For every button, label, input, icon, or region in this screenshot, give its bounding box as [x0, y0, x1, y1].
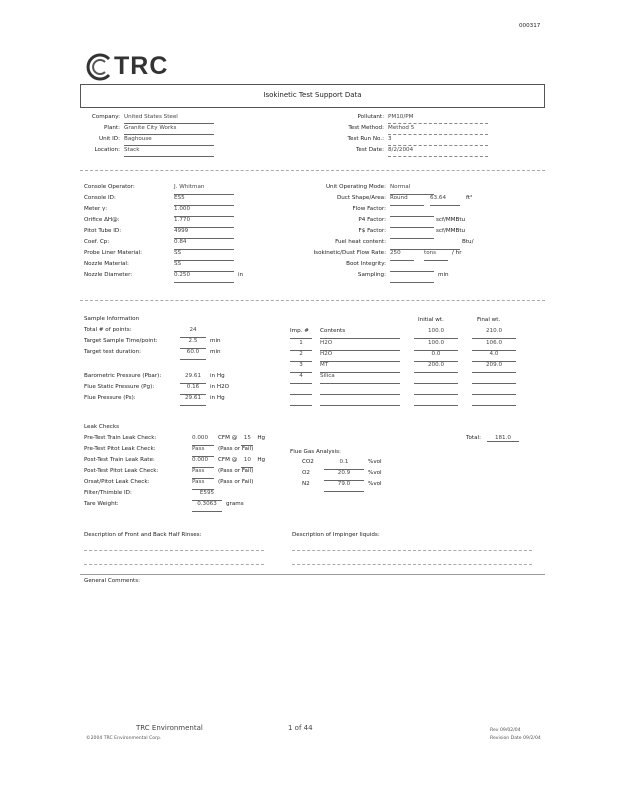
static-value: 0.16	[180, 384, 206, 395]
desc-right-label: Description of Impinger liquids:	[292, 532, 380, 538]
fluegas-label: Flue Gas Analysis:	[290, 449, 341, 455]
impinger-total: Total: 181.0	[466, 435, 519, 442]
test-method-value: Method 5	[388, 125, 488, 135]
trc-logo-icon	[84, 53, 114, 81]
leak-rows: Pre-Test Train Leak Check: 0.000 CFM @ 15 Hg Pre-Test Pitot Leak Check: Pass (Pass or Fail) Post-Test Train Leak Rate: 0.000 CFM @ 10 Hg Post-Test Pitot Leak Check: Pass (Pass or Fail) Orsat/Pitot Leak Check: Pass (Pass or Fail) Filter/Thimble ID: E595 Tare Weight: 0.3063 grams	[84, 435, 265, 512]
leak-section-label: Leak Checks	[84, 424, 120, 430]
equipment-left: Console Operator: J. Whitman Console ID: ES5 Meter γ: 1.000 Orifice ΔH@: 1.770 Pitot Tube ID: 4999 Coef. Cp: 0.84 Probe Liner Material: SS Nozzle Material: SS Nozzle Diameter: 0.250 in	[84, 184, 243, 283]
filter-id-value: E595	[192, 490, 222, 501]
desc-left-label: Description of Front and Back Half Rinses:	[84, 532, 202, 538]
header-label: Test Date:	[355, 147, 384, 153]
nozzle-diameter-value: 0.250	[174, 272, 234, 283]
sample-rows: Total # of points: 24 Target Sample Time/point: 2.5 min Target test duration: 60.0 min	[84, 327, 221, 360]
table-row: 2 H2O 0.0 4.0	[290, 351, 526, 362]
rule	[84, 550, 264, 551]
meter-gamma-value: 1.000	[174, 206, 234, 217]
general-comments-label: General Comments:	[84, 578, 141, 584]
footer-copyright: ©2004 TRC Environmental Corp.	[86, 736, 162, 741]
header-label: Test Run No.:	[347, 136, 384, 142]
fluegas-rows: CO2 0.1 %vol O2 20.9 %vol N2 79.0 %vol	[302, 459, 382, 492]
divider	[80, 170, 545, 171]
tare-weight-value: 0.3063	[192, 501, 222, 512]
footer-company: TRC Environmental	[136, 724, 203, 732]
unit-id-value: Baghouse	[124, 136, 214, 146]
document-id: 000317	[519, 23, 541, 29]
header-label: Unit ID:	[98, 136, 120, 142]
header-label: Company:	[91, 114, 120, 120]
rule	[292, 564, 532, 565]
table-row	[290, 395, 526, 406]
flow-rate-value: 250	[390, 250, 414, 261]
location-value: Stack	[124, 147, 214, 157]
company-value: United States Steel	[124, 114, 214, 124]
table-row: 1 H2O 100.0 106.0	[290, 340, 526, 351]
divider	[80, 574, 545, 575]
divider	[80, 300, 545, 301]
test-date-value: 8/2/2004	[388, 147, 488, 157]
col-final: Final wt.	[477, 317, 501, 323]
rule	[84, 564, 264, 565]
nozzle-material-value: SS	[174, 261, 234, 272]
baro-value: 29.61	[180, 373, 206, 384]
footer-rev: Rev 09/02/04	[490, 728, 521, 733]
header-label: Test Method:	[348, 125, 384, 131]
orifice-value: 1.770	[174, 217, 234, 228]
rule	[292, 550, 532, 551]
table-row: 3 MT 200.0 209.0	[290, 362, 526, 373]
pressure-rows: Barometric Pressure (Pbar): 29.61 in Hg Flue Static Pressure (Pg): 0.16 in H2O Flue Pressure (Ps): 29.61 in Hg	[84, 373, 229, 406]
title-box	[80, 84, 545, 108]
coef-cp-value: 0.84	[174, 239, 234, 250]
pollutant-value: PM10/PM	[388, 114, 488, 124]
console-id-value: ES5	[174, 195, 234, 206]
header-label: Plant:	[104, 125, 120, 131]
impinger-rows	[290, 340, 526, 406]
test-run-value: 3	[388, 136, 488, 146]
col-initial: Initial wt.	[418, 317, 444, 323]
logo-text: TRC	[114, 52, 169, 80]
table-row: 4 Silica	[290, 373, 526, 384]
duct-shape-value: Round	[390, 195, 424, 206]
operating-mode-value: Normal	[390, 184, 434, 195]
page-title: Isokinetic Test Support Data	[263, 91, 362, 99]
equipment-right: Unit Operating Mode: Normal Duct Shape/Area: Round 63.64 ft² Flow Factor: P4 Factor: scf/MMBtu F$ Factor: scf/MMBtu Fuel heat content: Btu/ Isokinetic/Dust Flow Rate: 250 tons / hr Boot Integrity: Sampling: min	[290, 184, 473, 283]
console-operator-value: J. Whitman	[174, 184, 234, 195]
trc-logo	[84, 52, 168, 81]
sample-section-label: Sample Information	[84, 316, 140, 322]
impinger-table: Imp. # Contents 100.0 210.0	[290, 328, 526, 339]
header-label: Pollutant:	[357, 114, 384, 120]
duct-area-value: 63.64	[430, 195, 460, 206]
table-row	[290, 384, 526, 395]
footer-rev-date: Revision Date 09/2/04	[490, 736, 541, 741]
probe-liner-value: SS	[174, 250, 234, 261]
plant-value: Granite City Works	[124, 125, 214, 135]
page-number: 1 of 44	[288, 724, 313, 732]
flue-pressure-value: 29.61	[180, 395, 206, 406]
pitot-id-value: 4999	[174, 228, 234, 239]
header-label: Location:	[94, 147, 120, 153]
